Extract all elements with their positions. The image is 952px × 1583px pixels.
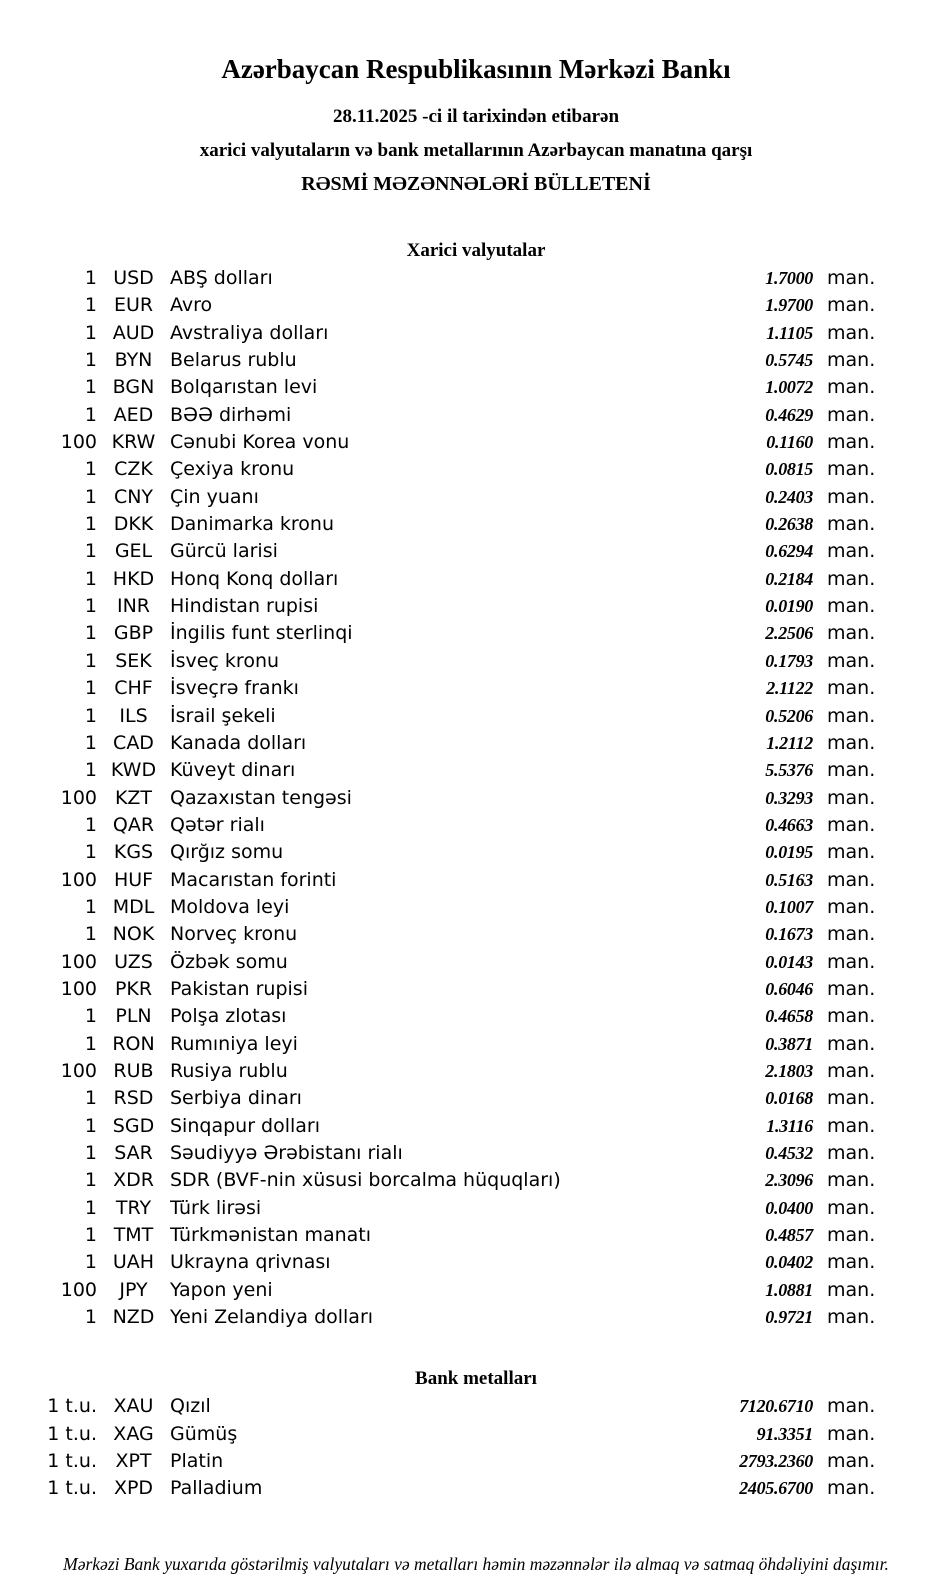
table-row (0, 1167, 952, 1194)
quantity-cell: 1 (84, 1142, 97, 1164)
table-row (0, 1113, 952, 1140)
currency-code-cell: MDL (112, 895, 155, 918)
table-row (0, 265, 952, 292)
currency-code-cell: GEL (114, 540, 153, 563)
rate-value-cell: 0.6046 (765, 978, 813, 999)
table-row (0, 675, 952, 702)
quantity-cell: 1 (84, 759, 97, 782)
unit-cell: man. (827, 1142, 876, 1164)
metal-code-cell: XPD (113, 1477, 154, 1500)
table-row (0, 538, 952, 565)
unit-cell: man. (827, 1450, 876, 1473)
currency-code-cell: INR (116, 595, 151, 618)
currency-code-cell: CHF (114, 677, 153, 700)
table-row (0, 620, 952, 647)
currency-code-cell: CAD (113, 731, 154, 754)
rate-value-cell: 1.3116 (766, 1115, 813, 1136)
currency-name-cell: İsrail şekeli (170, 704, 276, 727)
rate-value-cell: 0.3871 (765, 1033, 813, 1054)
metal-code-cell: XPT (115, 1450, 152, 1473)
quantity-cell: 1 (84, 1005, 97, 1028)
quantity-cell: 100 (60, 868, 97, 891)
rate-value-cell: 2.2506 (765, 623, 813, 644)
rate-value-cell: 5.5376 (765, 760, 813, 781)
unit-cell: man. (827, 677, 876, 700)
rate-value-cell: 0.0402 (765, 1252, 813, 1273)
quantity-cell: 1 (84, 376, 97, 399)
rate-value-cell: 2.1803 (765, 1060, 813, 1081)
unit-cell: man. (827, 349, 876, 372)
quantity-cell: 100 (60, 1278, 97, 1301)
currency-code-cell: SGD (112, 1114, 155, 1137)
currency-code-cell: AUD (112, 321, 155, 344)
currency-code-cell: BYN (114, 349, 153, 372)
unit-cell: man. (827, 376, 876, 399)
unit-cell: man. (827, 485, 876, 508)
rate-value-cell: 0.1007 (765, 896, 813, 917)
table-row (0, 374, 952, 401)
currency-name-cell: Çin yuanı (170, 485, 259, 508)
rate-value-cell: 1.7000 (765, 268, 813, 288)
table-row (0, 456, 952, 483)
obligation-note: Mərkəzi Bank yuxarıda göstərilmiş valyutaları və metalları həmin məzənnələr ilə almaq və satmaq öhdəliyini daşımır. (63, 1553, 889, 1574)
quantity-cell: 1 t.u. (47, 1395, 97, 1418)
currency-code-cell: PLN (115, 1005, 152, 1028)
quantity-cell: 1 (84, 1087, 97, 1110)
currency-name-cell: Türkmənistan manatı (170, 1224, 372, 1247)
unit-cell: man. (827, 458, 876, 481)
quantity-cell: 1 (84, 1114, 97, 1137)
currency-code-cell: UAH (112, 1251, 155, 1274)
unit-cell: man. (827, 1032, 876, 1055)
quantity-cell: 100 (60, 950, 97, 973)
rate-value-cell: 0.0400 (765, 1197, 813, 1218)
rate-value-cell: 7120.6710 (739, 1396, 813, 1417)
table-row (0, 949, 952, 976)
currency-code-cell: XDR (113, 1169, 154, 1192)
currency-code-cell: EUR (113, 294, 154, 317)
table-row (0, 429, 952, 456)
currency-name-cell: Yeni Zelandiya dolları (170, 1306, 374, 1329)
metal-code-cell: XAU (113, 1395, 154, 1418)
unit-cell: man. (827, 595, 876, 618)
table-row (0, 1249, 952, 1276)
quantity-cell: 1 (84, 813, 97, 836)
table-row (0, 757, 952, 784)
currency-name-cell: SDR (BVF-nin xüsusi borcalma hüquqları) (170, 1169, 561, 1192)
unit-cell: man. (827, 1169, 876, 1192)
table-row (0, 1195, 952, 1222)
rate-value-cell: 0.3293 (765, 787, 813, 808)
currencies-table (0, 265, 952, 1331)
quantity-cell: 100 (60, 431, 97, 454)
currency-code-cell: KZT (114, 786, 153, 809)
quantity-cell: 1 t.u. (47, 1450, 97, 1473)
unit-cell: man. (827, 1306, 876, 1329)
quantity-cell: 1 (84, 841, 97, 864)
currency-name-cell: ABŞ dolları (170, 267, 273, 289)
unit-cell: man. (827, 895, 876, 918)
unit-cell: man. (827, 759, 876, 782)
rate-value-cell: 0.9721 (765, 1307, 813, 1328)
currency-code-cell: RSD (113, 1087, 154, 1110)
currency-code-cell: SEK (115, 649, 152, 672)
currency-code-cell: QAR (112, 813, 155, 836)
currency-name-cell: Avro (170, 294, 213, 317)
rate-value-cell: 0.4532 (765, 1143, 813, 1163)
unit-cell: man. (827, 294, 876, 317)
unit-cell: man. (827, 1422, 876, 1445)
rate-value-cell: 0.0168 (765, 1088, 813, 1109)
quantity-cell: 1 (84, 1032, 97, 1055)
unit-cell: man. (827, 731, 876, 754)
quantity-cell: 1 (84, 1169, 97, 1192)
currency-code-cell: CNY (113, 485, 154, 508)
unit-cell: man. (827, 567, 876, 590)
quantity-cell: 1 (84, 677, 97, 700)
currency-name-cell: Rusiya rublu (170, 1059, 288, 1082)
currency-code-cell: RUB (113, 1059, 154, 1082)
unit-cell: man. (827, 540, 876, 563)
unit-cell: man. (827, 1224, 876, 1247)
table-row (0, 867, 952, 894)
currency-name-cell: Sinqapur dolları (170, 1114, 321, 1137)
rate-value-cell: 0.5206 (765, 705, 813, 726)
metal-name-cell: Qızıl (170, 1395, 211, 1418)
table-row (0, 785, 952, 812)
table-row (0, 1304, 952, 1331)
table-row (0, 1031, 952, 1058)
currency-name-cell: Özbək somu (170, 950, 288, 973)
rate-value-cell: 0.2403 (765, 486, 813, 507)
unit-cell: man. (827, 267, 876, 289)
currency-name-cell: Qazaxıstan tengəsi (170, 786, 352, 809)
currency-name-cell: Qətər rialı (170, 813, 265, 836)
metal-name-cell: Gümüş (170, 1422, 238, 1445)
rate-value-cell: 0.5745 (765, 350, 813, 371)
currency-name-cell: Norveç kronu (170, 923, 298, 946)
currency-code-cell: NZD (112, 1306, 155, 1329)
rate-value-cell: 0.6294 (765, 541, 813, 562)
currency-name-cell: Ukrayna qrivnası (170, 1251, 331, 1274)
rate-value-cell: 0.2638 (765, 514, 813, 535)
rate-value-cell: 1.1105 (766, 322, 813, 343)
rate-value-cell: 1.2112 (766, 732, 813, 753)
currency-name-cell: Rumıniya leyi (170, 1032, 298, 1055)
table-row (0, 1277, 952, 1304)
unit-cell: man. (827, 1278, 876, 1301)
quantity-cell: 100 (60, 977, 97, 1000)
quantity-cell: 1 (84, 485, 97, 508)
table-row (0, 1393, 952, 1420)
rate-value-cell: 1.9700 (765, 295, 813, 316)
unit-cell: man. (827, 786, 876, 809)
table-row (0, 1222, 952, 1249)
rate-value-cell: 0.1673 (765, 924, 813, 945)
quantity-cell: 1 (84, 1251, 97, 1274)
currency-code-cell: JPY (119, 1278, 148, 1301)
table-row (0, 730, 952, 757)
quantity-cell: 1 t.u. (47, 1422, 97, 1445)
currency-code-cell: HUF (113, 868, 154, 891)
currency-code-cell: NOK (112, 923, 155, 946)
table-row (0, 347, 952, 374)
quantity-cell: 1 (84, 567, 97, 590)
quantity-cell: 1 (84, 622, 97, 645)
table-row (0, 1058, 952, 1085)
quantity-cell: 1 (84, 923, 97, 946)
rate-value-cell: 0.0195 (765, 842, 813, 863)
unit-cell: man. (827, 1395, 876, 1418)
quantity-cell: 1 (84, 649, 97, 672)
currency-name-cell: BƏƏ dirhəmi (170, 403, 292, 426)
quantity-cell: 1 t.u. (47, 1477, 97, 1500)
currency-name-cell: Yapon yeni (170, 1278, 273, 1301)
quantity-cell: 1 (84, 731, 97, 754)
quantity-cell: 1 (84, 349, 97, 372)
currency-name-cell: Pakistan rupisi (170, 977, 308, 1000)
rate-value-cell: 0.1793 (765, 650, 813, 671)
rate-value-cell: 0.4663 (765, 814, 813, 835)
currency-name-cell: Serbiya dinarı (170, 1087, 302, 1110)
table-row (0, 976, 952, 1003)
unit-cell: man. (827, 977, 876, 1000)
quantity-cell: 1 (84, 458, 97, 481)
rate-value-cell: 0.1160 (766, 432, 813, 453)
table-row (0, 320, 952, 347)
table-row (0, 1448, 952, 1475)
currency-name-cell: Macarıstan forinti (170, 868, 337, 891)
unit-cell: man. (827, 1196, 876, 1219)
effective-date-line: 28.11.2025 -ci il tarixindən etibarən (332, 106, 620, 127)
rate-value-cell: 2.3096 (765, 1170, 813, 1191)
rate-value-cell: 0.0143 (765, 951, 813, 972)
currency-code-cell: AED (113, 403, 154, 426)
quantity-cell: 1 (84, 895, 97, 918)
unit-cell: man. (827, 923, 876, 946)
currency-name-cell: Qırğız somu (170, 841, 284, 864)
metals-table (0, 1393, 952, 1502)
rate-value-cell: 1.0072 (765, 377, 813, 398)
currency-name-cell: Kanada dolları (170, 731, 307, 754)
rate-value-cell: 2793.2360 (739, 1451, 813, 1472)
currency-code-cell: UZS (114, 950, 153, 973)
currency-name-cell: Türk lirəsi (170, 1196, 262, 1219)
quantity-cell: 1 (84, 321, 97, 344)
quantity-cell: 1 (84, 513, 97, 536)
currency-name-cell: Hindistan rupisi (170, 595, 319, 618)
rate-value-cell: 0.0815 (765, 459, 813, 480)
unit-cell: man. (827, 950, 876, 973)
currency-name-cell: Belarus rublu (170, 349, 297, 372)
unit-cell: man. (827, 431, 876, 454)
table-row (0, 1140, 952, 1167)
unit-cell: man. (827, 321, 876, 344)
table-row (0, 484, 952, 511)
unit-cell: man. (827, 868, 876, 891)
table-row (0, 511, 952, 538)
currency-code-cell: USD (113, 267, 154, 289)
table-row (0, 894, 952, 921)
currency-name-cell: Avstraliya dolları (170, 321, 329, 344)
table-row (0, 812, 952, 839)
quantity-cell: 1 (84, 595, 97, 618)
rate-value-cell: 2405.6700 (739, 1478, 813, 1499)
unit-cell: man. (827, 1251, 876, 1274)
quantity-cell: 100 (60, 1059, 97, 1082)
currency-code-cell: HKD (112, 567, 155, 590)
table-row (0, 1421, 952, 1448)
metals-section-heading: Bank metalları (415, 1368, 537, 1390)
rate-value-cell: 1.0881 (765, 1279, 813, 1300)
quantity-cell: 1 (84, 267, 97, 289)
currency-code-cell: GBP (113, 622, 154, 645)
currency-name-cell: Səudiyyə Ərəbistanı rialı (170, 1142, 403, 1164)
unit-cell: man. (827, 1005, 876, 1028)
currency-code-cell: BGN (112, 376, 155, 399)
currency-code-cell: RON (112, 1032, 155, 1055)
rate-value-cell: 0.4658 (765, 1006, 813, 1027)
table-row (0, 593, 952, 620)
quantity-cell: 1 (84, 704, 97, 727)
metal-name-cell: Palladium (170, 1477, 263, 1500)
page-title: Azərbaycan Respublikasının Mərkəzi Bankı (221, 54, 731, 84)
currency-name-cell: İsveçrə frankı (170, 677, 299, 700)
table-row (0, 703, 952, 730)
table-row (0, 1475, 952, 1502)
currency-name-cell: Moldova leyi (170, 895, 290, 918)
quantity-cell: 100 (60, 786, 97, 809)
quantity-cell: 1 (84, 1196, 97, 1219)
rate-value-cell: 2.1122 (766, 678, 813, 699)
currency-name-cell: Bolqarıstan levi (170, 376, 318, 399)
currency-name-cell: Polşa zlotası (170, 1005, 287, 1028)
table-row (0, 292, 952, 319)
quantity-cell: 1 (84, 294, 97, 317)
table-row (0, 1003, 952, 1030)
unit-cell: man. (827, 841, 876, 864)
currency-code-cell: DKK (113, 513, 154, 536)
currency-code-cell: ILS (119, 704, 148, 727)
currency-name-cell: İngilis funt sterlinqi (170, 622, 353, 645)
table-row (0, 402, 952, 429)
rate-value-cell: 0.4629 (765, 404, 813, 425)
currency-name-cell: Gürcü larisi (170, 540, 278, 563)
currency-name-cell: Küveyt dinarı (170, 759, 296, 782)
currency-name-cell: Çexiya kronu (170, 458, 295, 481)
subject-line: xarici valyutaların və bank metallarının Azərbaycan manatına qarşı (199, 140, 753, 161)
currency-code-cell: KRW (111, 431, 156, 454)
table-row (0, 648, 952, 675)
table-row (0, 1085, 952, 1112)
bulletin-heading: RƏSMİ MƏZƏNNƏLƏRİ BÜLLETENİ (301, 173, 651, 195)
table-row (0, 839, 952, 866)
unit-cell: man. (827, 704, 876, 727)
quantity-cell: 1 (84, 1306, 97, 1329)
unit-cell: man. (827, 1087, 876, 1110)
currency-code-cell: KWD (110, 759, 157, 782)
metal-code-cell: XAG (113, 1422, 154, 1445)
currency-name-cell: Danimarka kronu (170, 513, 335, 536)
currency-code-cell: TMT (113, 1224, 154, 1247)
rate-value-cell: 0.2184 (765, 568, 813, 589)
quantity-cell: 1 (84, 1224, 97, 1247)
quantity-cell: 1 (84, 403, 97, 426)
unit-cell: man. (827, 622, 876, 645)
currency-name-cell: Honq Konq dolları (170, 567, 339, 590)
table-row (0, 921, 952, 948)
unit-cell: man. (827, 513, 876, 536)
quantity-cell: 1 (84, 540, 97, 563)
unit-cell: man. (827, 403, 876, 426)
rate-value-cell: 0.5163 (765, 869, 813, 890)
currency-code-cell: KGS (113, 841, 154, 864)
rate-value-cell: 0.0190 (765, 596, 813, 617)
unit-cell: man. (827, 1059, 876, 1082)
currency-code-cell: PKR (114, 977, 153, 1000)
rate-value-cell: 0.4857 (765, 1225, 813, 1246)
unit-cell: man. (827, 1477, 876, 1500)
unit-cell: man. (827, 1114, 876, 1137)
currencies-section-heading: Xarici valyutalar (406, 240, 546, 261)
currency-code-cell: SAR (114, 1142, 153, 1164)
currency-code-cell: CZK (114, 458, 153, 481)
currency-name-cell: Cənubi Korea vonu (170, 431, 350, 454)
unit-cell: man. (827, 813, 876, 836)
table-row (0, 566, 952, 593)
rate-value-cell: 91.3351 (756, 1423, 813, 1444)
currency-name-cell: İsveç kronu (170, 649, 280, 672)
unit-cell: man. (827, 649, 876, 672)
metal-name-cell: Platin (170, 1450, 224, 1473)
currency-code-cell: TRY (115, 1196, 152, 1219)
